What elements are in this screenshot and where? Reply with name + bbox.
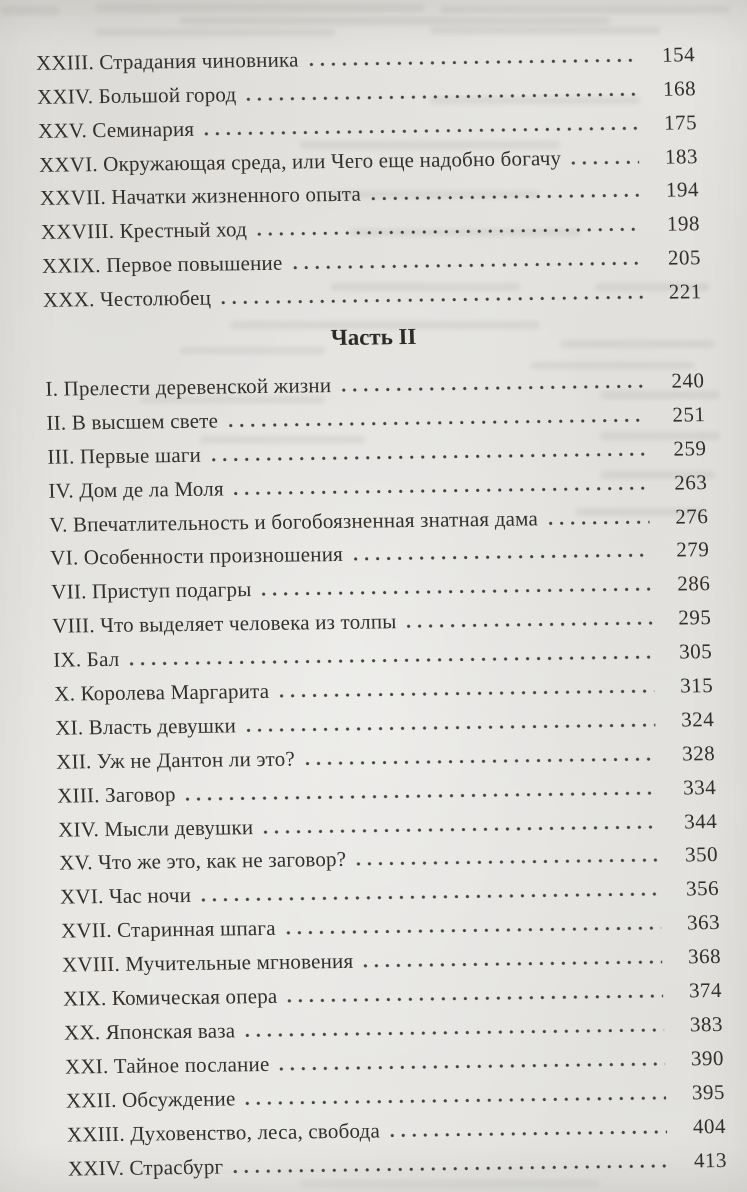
dot-leader <box>246 92 637 102</box>
toc-entry-page: 183 <box>664 143 699 169</box>
toc-entry-label: XI. Власть девушки <box>54 713 237 740</box>
toc-entry-label: XXX. Честолюбец <box>42 285 212 312</box>
dot-leader <box>204 126 638 137</box>
dot-leader <box>221 295 643 306</box>
toc-entry-page: 295 <box>677 605 712 630</box>
toc-entry-page: 198 <box>666 211 701 236</box>
dot-leader <box>263 824 658 834</box>
toc-entry-page: 175 <box>663 109 698 135</box>
toc-entry-page: 259 <box>673 435 707 461</box>
toc-entry-label: II. В высшем свете <box>46 408 219 435</box>
toc-entry-label: VI. Особенности произношения <box>50 542 344 571</box>
dot-leader <box>234 486 649 496</box>
toc-entry-page: 363 <box>686 910 721 935</box>
toc-entry-page: 350 <box>684 842 719 867</box>
part-heading: Часть II <box>330 324 417 351</box>
toc-entry-label: XXVIII. Крестный ход <box>40 217 248 245</box>
toc-entry-label: XV. Что же это, как не заговор? <box>58 847 347 876</box>
toc-entry-page: 194 <box>665 177 700 203</box>
dot-leader <box>371 193 640 202</box>
toc-entry-page: 154 <box>661 42 696 67</box>
toc-entry-label: XXIV. Большой город <box>36 82 237 109</box>
toc-entry-label: XVII. Старинная шпага <box>60 916 277 943</box>
toc-entry-page: 334 <box>682 774 717 800</box>
toc-entry-page: 263 <box>674 469 708 495</box>
toc-entry-page: 286 <box>676 571 711 596</box>
toc-entry-page: 251 <box>672 402 706 427</box>
toc-entry-page: 305 <box>678 639 713 664</box>
toc-entry-label: V. Впечатлительность и богобоязненная знатная дама <box>49 505 539 537</box>
toc-entry-label: XXIV. Страсбург <box>67 1154 224 1181</box>
toc-entry-page: 383 <box>689 1011 724 1037</box>
toc-entry-label: XIX. Комическая опера <box>62 983 278 1011</box>
toc-entry-label: XXIII. Духовенство, леса, свобода <box>66 1118 381 1147</box>
dot-leader <box>363 960 662 969</box>
toc-entry-page: 315 <box>679 673 714 698</box>
dot-leader <box>353 553 651 562</box>
toc-part1-entries <box>35 33 702 313</box>
toc-entry-page: 205 <box>667 245 702 270</box>
dot-leader <box>211 452 647 463</box>
toc-entry-label: VII. Приступ подагры <box>50 577 252 605</box>
toc-entry-label: XXI. Тайное послание <box>64 1051 270 1079</box>
toc-entry-label: XXVI. Окружающая среда, или Чего еще надобно богачу <box>38 145 562 177</box>
toc-entry-label: IX. Бал <box>52 646 120 672</box>
toc-entry-label: XXV. Семинария <box>37 116 195 143</box>
dot-leader <box>548 519 650 525</box>
toc-entry-page: 240 <box>671 368 705 393</box>
toc-entry-label: XII. Уж не Дантон ли это? <box>55 746 296 774</box>
toc-entry-page: 356 <box>685 876 720 901</box>
dot-leader <box>279 1062 665 1072</box>
toc-entry-label: XXIII. Страдания чиновника <box>35 47 299 75</box>
dot-leader <box>390 1129 667 1138</box>
dot-leader <box>356 858 659 867</box>
dot-leader <box>407 621 653 629</box>
toc-entry-page: 413 <box>693 1147 728 1172</box>
dot-leader <box>257 227 641 237</box>
toc-entry-label: III. Первые шаги <box>47 442 202 469</box>
dot-leader <box>245 1028 664 1038</box>
toc-entry-page: 168 <box>662 76 697 101</box>
toc-entry-page: 324 <box>680 707 715 732</box>
toc-entry-label: IV. Дом де ла Моля <box>48 476 225 503</box>
toc-entry-label: X. Королева Маргарита <box>53 678 270 706</box>
toc-entry-label: XXII. Обсуждение <box>65 1086 236 1113</box>
dot-leader <box>305 757 656 767</box>
toc-entry-page: 344 <box>683 808 718 834</box>
toc-part2-entries <box>45 359 727 1181</box>
dot-leader <box>262 587 652 597</box>
toc-entry-page: 328 <box>681 740 716 766</box>
toc-entry-label: XIV. Мысли девушки <box>57 814 254 842</box>
dot-leader <box>233 1163 668 1174</box>
toc-entry-label: XXIX. Первое повышение <box>41 250 283 279</box>
dot-leader <box>287 994 663 1004</box>
toc-entry-page: 390 <box>690 1045 725 1071</box>
toc-entry-page: 221 <box>668 279 703 304</box>
toc-entry-label: XIII. Заговор <box>56 781 176 808</box>
toc-entry-label: XX. Японская ваза <box>63 1018 236 1045</box>
toc-entry-page: 368 <box>687 944 722 969</box>
dot-leader <box>186 791 658 802</box>
dot-leader <box>341 384 645 393</box>
dot-leader <box>279 689 654 699</box>
toc-entry-label: I. Прелести деревенской жизни <box>45 373 332 401</box>
dot-leader <box>245 1095 666 1106</box>
toc-entry-page: 395 <box>691 1079 726 1105</box>
toc-entry-page: 276 <box>674 503 709 529</box>
toc-entry-label: XXVII. Начатки жизненного опыта <box>39 182 362 211</box>
toc-entry-label: XVIII. Мучительные мгновения <box>61 948 354 977</box>
dot-leader <box>309 58 637 67</box>
toc-entry-page: 279 <box>675 537 710 563</box>
dot-leader <box>286 926 661 936</box>
toc-entry-label: VIII. Что выделяет человека из толпы <box>51 609 397 638</box>
dot-leader <box>571 160 639 166</box>
dot-leader <box>228 418 646 428</box>
toc-entry-page: 404 <box>692 1113 727 1138</box>
dot-leader <box>246 723 655 733</box>
dot-leader <box>201 892 660 903</box>
dot-leader <box>293 261 643 271</box>
toc-entry-label: XVI. Час ночи <box>59 883 192 910</box>
toc-entry-page: 374 <box>688 978 723 1003</box>
